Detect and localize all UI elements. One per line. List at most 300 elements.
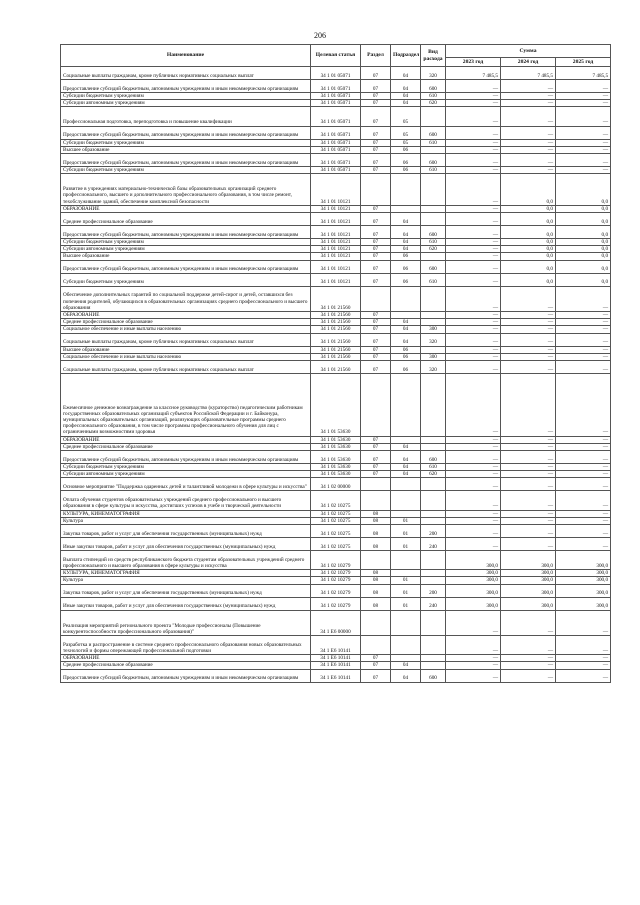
row-sum-2023: —: [446, 361, 501, 374]
row-article: 34 1 01 21560: [311, 353, 361, 360]
row-expense-type: [421, 253, 446, 260]
row-subsection: 05: [391, 126, 421, 139]
row-article: 34 1 02 10279: [311, 597, 361, 610]
row-sum-2024: 0,0: [501, 205, 556, 212]
row-article: 34 1 01 05071: [311, 126, 361, 139]
row-section: 07: [361, 253, 391, 260]
row-expense-type: [421, 436, 446, 443]
row-section: [361, 610, 391, 635]
row-name: Выплата стипендий из средств республиканского бюджета студентам образовательных учреждений среднего профессионального и высшего образования в сфере культуры и искусства: [61, 551, 311, 570]
row-article: 34 1 02 10275: [311, 525, 361, 538]
table-row: [61, 517, 611, 524]
row-article: 34 1 01 10121: [311, 213, 361, 226]
row-expense-type: 620: [421, 471, 446, 478]
row-article: 34 1 01 05071: [311, 154, 361, 167]
row-sum-2023: —: [446, 669, 501, 682]
table-row: [61, 374, 611, 437]
row-sum-2024: —: [501, 451, 556, 464]
row-subsection: 01: [391, 577, 421, 584]
row-subsection: 06: [391, 146, 421, 153]
row-expense-type: 620: [421, 100, 446, 107]
row-article: 34 1 01 21560: [311, 361, 361, 374]
row-subsection: 06: [391, 154, 421, 167]
row-sum-2023: 300,0: [446, 570, 501, 577]
row-subsection: [391, 570, 421, 577]
header-2024: 2024 год: [501, 58, 556, 67]
row-subsection: [391, 374, 421, 437]
row-article: 34 1 01 10121: [311, 226, 361, 239]
row-section: 07: [361, 126, 391, 139]
row-section: 07: [361, 273, 391, 286]
row-section: 07: [361, 669, 391, 682]
row-sum-2023: —: [446, 253, 501, 260]
row-article: 34 1 01 21560: [311, 326, 361, 333]
row-name: Закупка товаров, работ и услуг для обеспечения государственных (муниципальных) нужд: [61, 584, 311, 597]
row-article: 34 1 01 05071: [311, 139, 361, 146]
row-sum-2025: —: [556, 538, 611, 551]
row-sum-2023: —: [446, 491, 501, 510]
row-section: 08: [361, 538, 391, 551]
table-row: [61, 451, 611, 464]
row-expense-type: [421, 636, 446, 655]
row-sum-2025: —: [556, 443, 611, 450]
row-section: 07: [361, 260, 391, 273]
page-number: 206: [314, 31, 326, 40]
row-sum-2023: —: [446, 146, 501, 153]
row-expense-type: [421, 655, 446, 662]
table-row: [61, 273, 611, 286]
header-article: Целевая статья: [311, 45, 361, 67]
row-sum-2023: —: [446, 126, 501, 139]
row-sum-2024: —: [501, 610, 556, 635]
row-expense-type: 200: [421, 525, 446, 538]
row-subsection: 04: [391, 464, 421, 471]
row-name: Социальное обеспечение и иные выплаты населению: [61, 353, 311, 360]
row-section: [361, 478, 391, 491]
row-article: 34 1 01 10121: [311, 260, 361, 273]
row-expense-type: 320: [421, 361, 446, 374]
row-sum-2025: 300,0: [556, 577, 611, 584]
row-name: Субсидии бюджетным учреждениям: [61, 93, 311, 100]
row-sum-2025: —: [556, 464, 611, 471]
table-row: [61, 146, 611, 153]
row-sum-2023: —: [446, 226, 501, 239]
table-row: [61, 312, 611, 319]
row-sum-2023: —: [446, 239, 501, 246]
row-sum-2024: —: [501, 353, 556, 360]
row-section: [361, 636, 391, 655]
row-name: Разработка и распространение в системе среднего профессионального образования новых образовательных технологий и формы опережающей профессиональной подготовки: [61, 636, 311, 655]
row-section: 07: [361, 326, 391, 333]
table-row: [61, 260, 611, 273]
table-row: [61, 286, 611, 311]
row-section: 07: [361, 100, 391, 107]
table-row: [61, 471, 611, 478]
row-sum-2024: —: [501, 319, 556, 326]
row-sum-2023: —: [446, 510, 501, 517]
row-section: 08: [361, 517, 391, 524]
row-sum-2025: 0,0: [556, 239, 611, 246]
row-sum-2025: 0,0: [556, 205, 611, 212]
row-sum-2024: —: [501, 107, 556, 126]
row-name: Предоставление субсидий бюджетным, автономным учреждениям и иным некоммерческим организациям: [61, 80, 311, 93]
row-sum-2025: —: [556, 451, 611, 464]
row-expense-type: 600: [421, 226, 446, 239]
table-row: [61, 93, 611, 100]
table-row: [61, 246, 611, 253]
row-subsection: 04: [391, 213, 421, 226]
row-expense-type: 610: [421, 139, 446, 146]
row-sum-2024: —: [501, 167, 556, 174]
table-row: [61, 213, 611, 226]
row-expense-type: 320: [421, 333, 446, 346]
row-name: Ежемесячное денежное вознаграждение за классное руководство (кураторство) педагогическим работникам государственных образовательных организаций субъектов Российской Федерации и г. Байконура, муниципальных образовательных организаций, реализующих образовательные программы среднего профессионального образования, в том числе программы профессионального обучения для лиц с ограниченными возможностями здоровья: [61, 374, 311, 437]
row-sum-2024: —: [501, 146, 556, 153]
row-section: 08: [361, 510, 391, 517]
row-section: 07: [361, 67, 391, 80]
row-sum-2023: —: [446, 374, 501, 437]
header-sum: Сумма: [446, 45, 611, 58]
row-section: [361, 174, 391, 206]
row-subsection: 04: [391, 67, 421, 80]
row-sum-2024: 300,0: [501, 577, 556, 584]
row-sum-2024: —: [501, 662, 556, 669]
row-subsection: 04: [391, 333, 421, 346]
row-subsection: [391, 655, 421, 662]
row-section: [361, 491, 391, 510]
row-sum-2025: —: [556, 525, 611, 538]
table-row: [61, 669, 611, 682]
header-name: Наименование: [61, 45, 311, 67]
row-sum-2024: 300,0: [501, 584, 556, 597]
row-subsection: 04: [391, 471, 421, 478]
row-sum-2024: 0,0: [501, 226, 556, 239]
row-sum-2025: —: [556, 655, 611, 662]
row-sum-2023: —: [446, 346, 501, 353]
table-row: [61, 107, 611, 126]
row-name: Реализация мероприятий регионального проекта "Молодые профессионалы (Повышение конкурентоспособности профессионального образования)": [61, 610, 311, 635]
row-article: 34 1 02 10279: [311, 570, 361, 577]
row-subsection: [391, 436, 421, 443]
row-sum-2023: —: [446, 167, 501, 174]
row-name: Культура: [61, 577, 311, 584]
row-sum-2024: —: [501, 491, 556, 510]
row-name: Социальные выплаты гражданам, кроме публичных нормативных социальных выплат: [61, 67, 311, 80]
row-sum-2024: —: [501, 126, 556, 139]
row-sum-2023: —: [446, 655, 501, 662]
row-expense-type: [421, 312, 446, 319]
row-section: 07: [361, 226, 391, 239]
row-article: 34 1 01 05071: [311, 100, 361, 107]
row-name: Закупка товаров, работ и услуг для обеспечения государственных (муниципальных) нужд: [61, 525, 311, 538]
row-article: 34 1 02 10279: [311, 551, 361, 570]
table-body: [61, 67, 611, 683]
row-name: ОБРАЗОВАНИЕ: [61, 436, 311, 443]
row-sum-2025: —: [556, 669, 611, 682]
table-row: [61, 443, 611, 450]
row-section: [361, 374, 391, 437]
row-expense-type: [421, 205, 446, 212]
table-row: [61, 326, 611, 333]
row-sum-2024: 0,0: [501, 260, 556, 273]
table-row: [61, 226, 611, 239]
row-article: 34 1 01 21560: [311, 333, 361, 346]
row-article: 34 1 01 53630: [311, 374, 361, 437]
row-sum-2023: —: [446, 333, 501, 346]
row-sum-2023: —: [446, 443, 501, 450]
row-expense-type: 610: [421, 93, 446, 100]
row-sum-2024: 0,0: [501, 246, 556, 253]
table-row: [61, 570, 611, 577]
row-article: 34 1 01 53630: [311, 471, 361, 478]
row-article: 34 1 01 10121: [311, 205, 361, 212]
row-sum-2023: —: [446, 205, 501, 212]
table-row: [61, 205, 611, 212]
row-name: Предоставление субсидий бюджетным, автономным учреждениям и иным некоммерческим организациям: [61, 260, 311, 273]
row-sum-2023: 300,0: [446, 551, 501, 570]
row-sum-2023: 7 485,5: [446, 67, 501, 80]
row-sum-2024: —: [501, 669, 556, 682]
row-sum-2025: —: [556, 636, 611, 655]
table-row: [61, 655, 611, 662]
row-section: 07: [361, 312, 391, 319]
row-subsection: [391, 551, 421, 570]
row-expense-type: [421, 319, 446, 326]
header-subsection: Подраздел: [391, 45, 421, 67]
row-sum-2024: 300,0: [501, 551, 556, 570]
row-section: 07: [361, 239, 391, 246]
row-sum-2023: —: [446, 213, 501, 226]
row-sum-2025: —: [556, 80, 611, 93]
row-name: Высшее образование: [61, 346, 311, 353]
table-row: [61, 361, 611, 374]
row-sum-2024: —: [501, 471, 556, 478]
row-name: Предоставление субсидий бюджетным, автономным учреждениям и иным некоммерческим организациям: [61, 451, 311, 464]
row-article: 34 1 01 10121: [311, 273, 361, 286]
row-name: Социальные выплаты гражданам, кроме публичных нормативных социальных выплат: [61, 333, 311, 346]
row-section: 08: [361, 570, 391, 577]
row-sum-2025: —: [556, 319, 611, 326]
row-sum-2025: 0,0: [556, 213, 611, 226]
row-sum-2025: —: [556, 100, 611, 107]
row-sum-2023: —: [446, 80, 501, 93]
row-section: 07: [361, 464, 391, 471]
row-name: ОБРАЗОВАНИЕ: [61, 312, 311, 319]
row-expense-type: [421, 146, 446, 153]
row-subsection: 01: [391, 584, 421, 597]
row-article: 34 1 01 53630: [311, 436, 361, 443]
table-row: [61, 538, 611, 551]
row-sum-2025: —: [556, 374, 611, 437]
row-name: Субсидии бюджетным учреждениям: [61, 273, 311, 286]
row-article: 34 1 01 21560: [311, 319, 361, 326]
row-sum-2025: 300,0: [556, 551, 611, 570]
row-article: 34 1 02 10279: [311, 577, 361, 584]
table-row: [61, 491, 611, 510]
row-sum-2024: —: [501, 478, 556, 491]
row-sum-2023: 300,0: [446, 577, 501, 584]
row-section: 07: [361, 146, 391, 153]
row-sum-2024: —: [501, 464, 556, 471]
row-expense-type: 240: [421, 597, 446, 610]
row-sum-2025: —: [556, 478, 611, 491]
row-name: Развитие в учреждениях материально-технической базы образовательных организаций среднего профессионального, высшего и дополнительного профессионального образования, в том числе ремонт, техобслуживание зданий, обеспечение комплексной безопасности: [61, 174, 311, 206]
row-article: 34 1 01 05071: [311, 67, 361, 80]
table-row: [61, 67, 611, 80]
table-row: [61, 577, 611, 584]
row-section: 07: [361, 471, 391, 478]
row-section: 08: [361, 577, 391, 584]
row-article: 34 1 01 10121: [311, 239, 361, 246]
row-expense-type: [421, 662, 446, 669]
row-sum-2025: 0,0: [556, 273, 611, 286]
table-row: [61, 253, 611, 260]
row-expense-type: [421, 346, 446, 353]
row-sum-2025: —: [556, 436, 611, 443]
row-subsection: 04: [391, 246, 421, 253]
row-expense-type: 600: [421, 451, 446, 464]
row-expense-type: 610: [421, 167, 446, 174]
row-expense-type: [421, 107, 446, 126]
row-name: Культура: [61, 517, 311, 524]
table-row: [61, 436, 611, 443]
row-article: 34 1 E6 00000: [311, 610, 361, 635]
row-expense-type: 300: [421, 353, 446, 360]
row-expense-type: 240: [421, 538, 446, 551]
row-name: Профессиональная подготовка, переподготовка и повышение квалификации: [61, 107, 311, 126]
row-sum-2024: —: [501, 346, 556, 353]
row-expense-type: 600: [421, 126, 446, 139]
row-article: 34 1 E6 10141: [311, 669, 361, 682]
row-expense-type: [421, 517, 446, 524]
row-sum-2024: 0,0: [501, 213, 556, 226]
row-article: 34 1 01 53630: [311, 443, 361, 450]
row-subsection: 04: [391, 669, 421, 682]
row-name: Предоставление субсидий бюджетным, автономным учреждениям и иным некоммерческим организациям: [61, 669, 311, 682]
row-name: Иные закупки товаров, работ и услуг для обеспечения государственных (муниципальных) нужд: [61, 538, 311, 551]
row-name: Среднее профессиональное образование: [61, 662, 311, 669]
table-row: [61, 174, 611, 206]
row-subsection: 06: [391, 273, 421, 286]
row-section: 08: [361, 597, 391, 610]
row-sum-2023: —: [446, 464, 501, 471]
row-expense-type: [421, 551, 446, 570]
row-subsection: 05: [391, 139, 421, 146]
row-section: 07: [361, 205, 391, 212]
row-subsection: 06: [391, 353, 421, 360]
row-article: 34 1 02 10275: [311, 517, 361, 524]
row-expense-type: [421, 213, 446, 226]
row-sum-2025: —: [556, 517, 611, 524]
row-section: 07: [361, 213, 391, 226]
row-sum-2023: 300,0: [446, 584, 501, 597]
row-section: 07: [361, 662, 391, 669]
row-sum-2024: —: [501, 100, 556, 107]
table-row: [61, 525, 611, 538]
row-subsection: 04: [391, 239, 421, 246]
row-subsection: [391, 286, 421, 311]
header-section: Раздел: [361, 45, 391, 67]
row-sum-2024: —: [501, 510, 556, 517]
row-expense-type: 600: [421, 154, 446, 167]
row-sum-2025: —: [556, 107, 611, 126]
row-article: 34 1 01 10121: [311, 253, 361, 260]
row-sum-2023: —: [446, 326, 501, 333]
row-subsection: [391, 636, 421, 655]
table-row: [61, 100, 611, 107]
row-section: 07: [361, 319, 391, 326]
row-subsection: 04: [391, 326, 421, 333]
row-section: 07: [361, 154, 391, 167]
row-expense-type: 300: [421, 326, 446, 333]
row-sum-2024: —: [501, 286, 556, 311]
header-expense-type: Вид расхода: [421, 45, 446, 67]
row-sum-2025: —: [556, 491, 611, 510]
row-sum-2024: —: [501, 436, 556, 443]
row-subsection: [391, 205, 421, 212]
row-sum-2023: —: [446, 517, 501, 524]
row-article: 34 1 01 21560: [311, 346, 361, 353]
row-expense-type: [421, 570, 446, 577]
row-sum-2023: —: [446, 610, 501, 635]
row-sum-2024: 300,0: [501, 570, 556, 577]
row-article: 34 1 02 10275: [311, 510, 361, 517]
row-subsection: 06: [391, 260, 421, 273]
row-name: Среднее профессиональное образование: [61, 443, 311, 450]
row-sum-2024: —: [501, 326, 556, 333]
row-article: 34 1 02 10279: [311, 584, 361, 597]
row-sum-2025: —: [556, 126, 611, 139]
row-subsection: 04: [391, 443, 421, 450]
row-expense-type: 620: [421, 246, 446, 253]
row-sum-2025: —: [556, 353, 611, 360]
row-sum-2023: —: [446, 636, 501, 655]
row-sum-2023: —: [446, 538, 501, 551]
row-expense-type: 200: [421, 584, 446, 597]
table-row: [61, 551, 611, 570]
row-sum-2025: —: [556, 333, 611, 346]
table-row: [61, 126, 611, 139]
row-subsection: 01: [391, 525, 421, 538]
row-subsection: 04: [391, 226, 421, 239]
row-expense-type: 600: [421, 80, 446, 93]
row-sum-2023: —: [446, 471, 501, 478]
row-article: 34 1 01 53630: [311, 451, 361, 464]
row-sum-2024: —: [501, 443, 556, 450]
row-sum-2023: —: [446, 319, 501, 326]
row-subsection: [391, 174, 421, 206]
row-sum-2025: —: [556, 510, 611, 517]
row-sum-2025: —: [556, 139, 611, 146]
row-sum-2025: —: [556, 312, 611, 319]
row-expense-type: [421, 374, 446, 437]
row-subsection: 04: [391, 93, 421, 100]
row-subsection: 04: [391, 451, 421, 464]
row-expense-type: 610: [421, 464, 446, 471]
row-sum-2024: —: [501, 655, 556, 662]
row-subsection: 01: [391, 538, 421, 551]
row-section: [361, 286, 391, 311]
row-expense-type: [421, 286, 446, 311]
row-sum-2025: —: [556, 146, 611, 153]
row-sum-2024: 300,0: [501, 597, 556, 610]
row-sum-2025: 0,0: [556, 253, 611, 260]
row-subsection: 04: [391, 80, 421, 93]
row-name: Высшее образование: [61, 146, 311, 153]
row-sum-2024: —: [501, 636, 556, 655]
row-sum-2025: —: [556, 154, 611, 167]
table-row: [61, 319, 611, 326]
